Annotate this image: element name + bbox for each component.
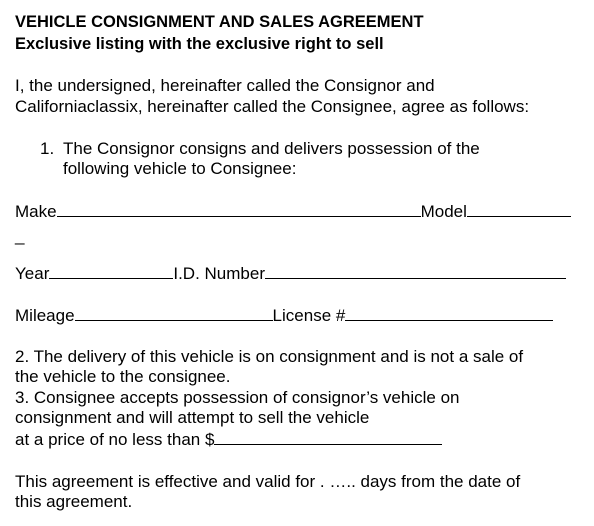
model-field[interactable] — [467, 201, 571, 217]
document-title: VEHICLE CONSIGNMENT AND SALES AGREEMENT — [15, 13, 424, 31]
item3-line-3: at a price of no less than $ — [15, 430, 215, 449]
year-field[interactable] — [49, 263, 173, 279]
intro-line-1: I, the undersigned, hereinafter called the Consignor and — [15, 76, 435, 95]
intro-line-2: Californiaclassix, hereinafter called the Consignee, agree as follows: — [15, 97, 530, 116]
license-field[interactable] — [345, 305, 553, 321]
mileage-label: Mileage — [15, 306, 75, 325]
closing-line-1: This agreement is effective and valid for . ….. days from the date of — [15, 472, 521, 491]
item1-number: 1. — [40, 139, 55, 158]
item2-line-1: 2. The delivery of this vehicle is on consignment and is not a sale of — [15, 347, 524, 366]
price-row — [15, 429, 442, 450]
stray-underscore: _ — [15, 226, 25, 245]
year-label: Year — [15, 264, 50, 283]
mileage-field[interactable] — [75, 305, 273, 321]
make-field[interactable] — [57, 201, 421, 217]
item3-line-2: consignment and will attempt to sell the vehicle — [15, 408, 370, 427]
item1-line-2: following vehicle to Consignee: — [63, 159, 297, 178]
license-label: License # — [272, 306, 346, 325]
document-subtitle: Exclusive listing with the exclusive right to sell — [15, 35, 384, 53]
id-number-field[interactable] — [265, 263, 566, 279]
mileage-license-row — [15, 305, 553, 326]
make-label: Make — [15, 202, 57, 221]
closing-line-2: this agreement. — [15, 492, 133, 511]
model-label: Model — [420, 202, 467, 221]
year-id-row — [15, 263, 566, 284]
make-model-row — [15, 201, 571, 222]
item1-line-1: The Consignor consigns and delivers possession of the — [63, 139, 480, 158]
item2-line-2: the vehicle to the consignee. — [15, 367, 231, 386]
item3-line-1: 3. Consignee accepts possession of consignor’s vehicle on — [15, 388, 460, 407]
price-field[interactable] — [214, 429, 442, 445]
id-number-label: I.D. Number — [173, 264, 265, 283]
